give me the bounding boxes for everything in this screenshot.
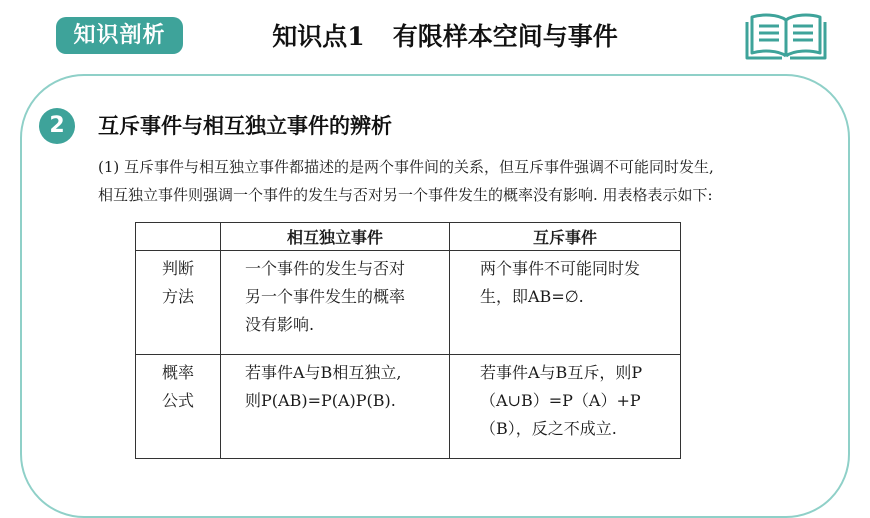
table-header-cell: 互斥事件 <box>450 223 681 251</box>
table-header-row <box>136 223 681 251</box>
row-label-line: 判断 <box>161 259 194 278</box>
row-label <box>136 251 221 355</box>
cell-line: （B），反之不成立. <box>480 419 617 438</box>
row-label <box>136 355 221 459</box>
section-title: 互斥事件与相互独立事件的辨析 <box>98 113 392 138</box>
open-book-icon <box>744 8 828 60</box>
table-cell <box>221 355 450 459</box>
cell-line: 若事件A与B互斥，则P <box>480 363 643 382</box>
cell-line: 两个事件不可能同时发 <box>480 259 641 278</box>
table-header-cell <box>136 223 221 251</box>
title-part2: 有限样本空间与事件 <box>392 22 618 51</box>
table-row <box>136 251 681 355</box>
cell-line: （A∪B）=P（A）+P <box>480 391 641 410</box>
table-cell <box>450 251 681 355</box>
table-cell <box>221 251 450 355</box>
section-number: 2 <box>39 108 75 144</box>
table-header-cell: 相互独立事件 <box>221 223 450 251</box>
section-badge: 知识剖析 <box>56 17 183 54</box>
row-label-line: 概率 <box>161 363 194 382</box>
table-cell <box>450 355 681 459</box>
comparison-table <box>135 222 681 459</box>
cell-line: 则P(AB)=P(A)P(B). <box>245 391 396 410</box>
cell-line: 生，即AB=∅. <box>480 287 584 306</box>
intro-paragraph <box>98 153 843 209</box>
cell-line: 另一个事件发生的概率 <box>245 287 406 306</box>
cell-line: 若事件A与B相互独立, <box>245 363 402 382</box>
title-part1: 知识点1 <box>272 22 365 51</box>
page-title <box>210 17 680 57</box>
row-label-line: 公式 <box>161 391 194 410</box>
paragraph-line: (1) 互斥事件与相互独立事件都描述的是两个事件间的关系，但互斥事件强调不可能同时发生, <box>98 158 714 176</box>
table-row <box>136 355 681 459</box>
paragraph-line: 相互独立事件则强调一个事件的发生与否对另一个事件发生的概率没有影响. 用表格表示如下: <box>98 186 713 204</box>
row-label-line: 方法 <box>161 287 194 306</box>
cell-line: 没有影响. <box>245 315 315 334</box>
cell-line: 一个事件的发生与否对 <box>245 259 406 278</box>
